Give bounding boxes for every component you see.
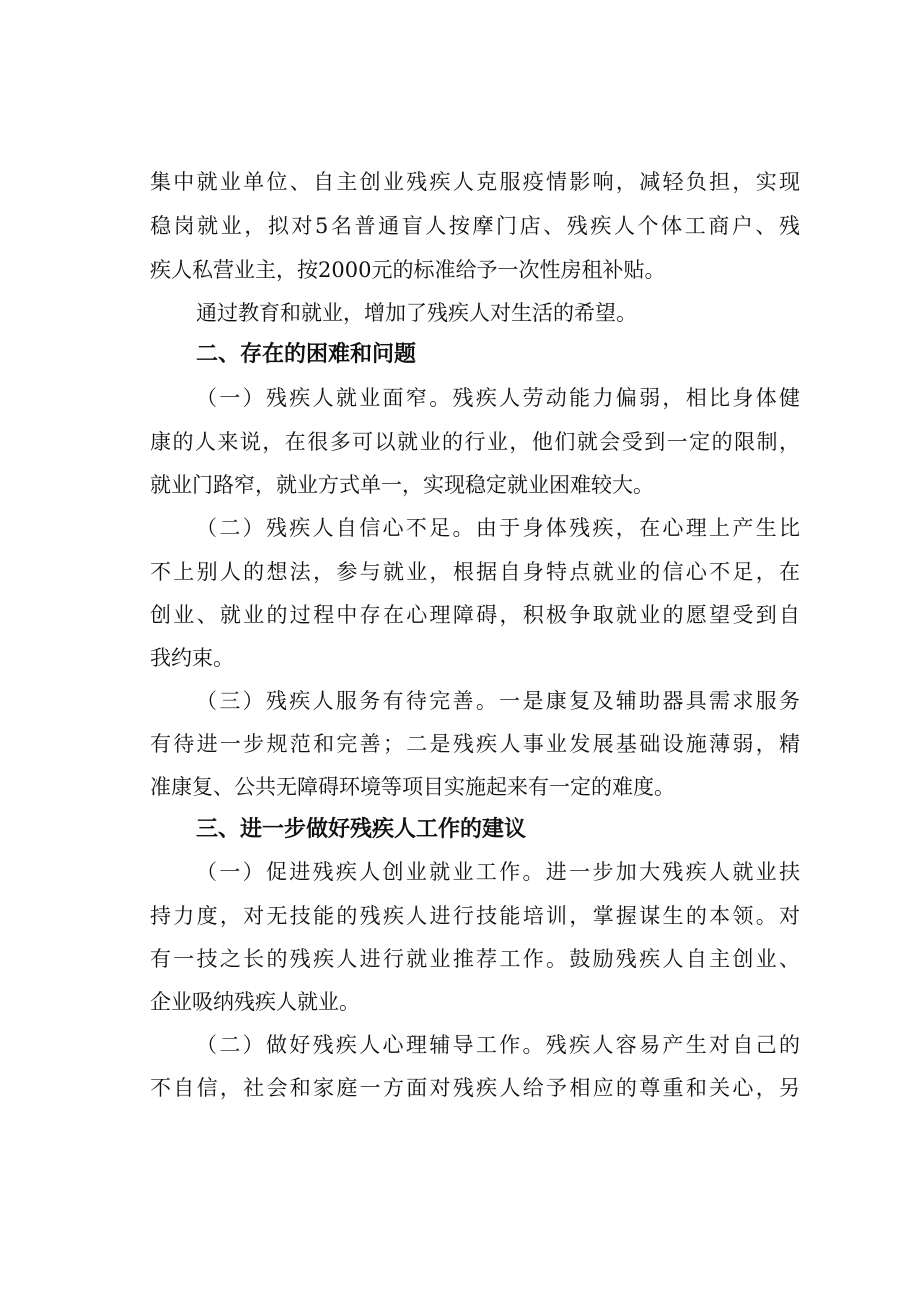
paragraph-line: 创业、就业的过程中存在心理障碍，积极争取就业的愿望受到自: [150, 603, 800, 627]
paragraph-line: 不自信，社会和家庭一方面对残疾人给予相应的尊重和关心，另: [150, 1076, 800, 1100]
paragraph-line: （二）残疾人自信心不足。由于身体残疾，在心理上产生比: [196, 516, 800, 540]
section-heading: 二、存在的困难和问题: [196, 342, 417, 367]
paragraph-line: 有一技之长的残疾人进行就业推荐工作。鼓励残疾人自主创业、: [150, 947, 800, 971]
paragraph-line: 康的人来说，在很多可以就业的行业，他们就会受到一定的限制，: [150, 430, 800, 454]
paragraph-line: （三）残疾人服务有待完善。一是康复及辅助器具需求服务: [196, 689, 800, 713]
paragraph-line: 集中就业单位、自主创业残疾人克服疫情影响，减轻负担，实现: [150, 170, 800, 194]
paragraph-line: 准康复、公共无障碍环境等项目实施起来有一定的难度。: [150, 775, 675, 799]
paragraph-line: 通过教育和就业，增加了残疾人对生活的希望。: [196, 301, 637, 325]
paragraph-line: 企业吸纳残疾人就业。: [150, 990, 360, 1014]
paragraph-line: 稳岗就业，拟对5名普通盲人按摩门店、残疾人个体工商户、残: [150, 214, 800, 238]
paragraph-line: 持力度，对无技能的残疾人进行技能培训，掌握谋生的本领。对: [150, 904, 800, 928]
paragraph-line: 疾人私营业主，按2000元的标准给予一次性房租补贴。: [150, 258, 666, 282]
paragraph-line: 我约束。: [150, 646, 234, 670]
paragraph-line: 不上别人的想法，参与就业，根据自身特点就业的信心不足，在: [150, 560, 800, 584]
section-heading: 三、进一步做好残疾人工作的建议: [196, 817, 527, 842]
paragraph-line: 就业门路窄，就业方式单一，实现稳定就业困难较大。: [150, 473, 654, 497]
paragraph-line: （一）残疾人就业面窄。残疾人劳动能力偏弱，相比身体健: [196, 386, 800, 410]
paragraph-line: （一）促进残疾人创业就业工作。进一步加大残疾人就业扶: [196, 860, 800, 884]
paragraph-line: （二）做好残疾人心理辅导工作。残疾人容易产生对自己的: [196, 1033, 800, 1057]
paragraph-line: 有待进一步规范和完善；二是残疾人事业发展基础设施薄弱，精: [150, 732, 800, 756]
